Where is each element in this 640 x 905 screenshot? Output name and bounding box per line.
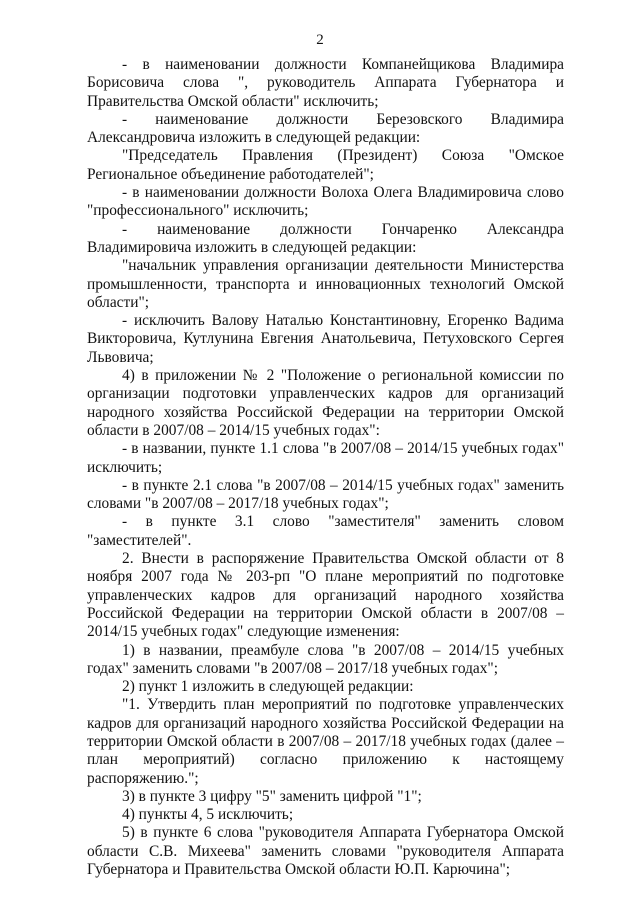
document-body bbox=[87, 56, 564, 879]
paragraph-amend-item-1: 2) пункт 1 изложить в следующей редакции: bbox=[122, 678, 414, 696]
paragraph-exclude-items-4-5: 4) пункты 4, 5 исключить; bbox=[122, 806, 294, 824]
paragraph-quote-chairman: "Председатель Правления (Президент) Союза "Омское Региональное объединение работодателей"; bbox=[87, 147, 564, 183]
paragraph-item-2-1: - в пункте 2.1 слова "в 2007/08 – 2014/15 учебных годах" заменить словами "в 2007/08 – 2017/18 учебных годах"; bbox=[87, 476, 564, 513]
paragraph-rename-goncharenko: - наименование должности Гончаренко Александра Владимировича изложить в следующей редакции: bbox=[87, 220, 564, 256]
paragraph-rename-kompaneyshchikov: - в наименовании должности Компанейщикова Владимира Борисовича слова ", руководитель Аппарата Губернатора и Правительства Омской области" исключить; bbox=[87, 56, 564, 110]
paragraph-appendix-2: 4) в приложении № 2 "Положение о региональной комиссии по организации подготовки управленческих кадров для организаций народного хозяйства Российской Федерации на территории Омской области в 2007/08 – 2014/15 учебных годах": bbox=[87, 367, 564, 439]
paragraph-item-3-1: - в пункте 3.1 слово "заместителя" заменить словом "заместителей". bbox=[87, 513, 564, 549]
paragraph-quote-department-head: "начальник управления организации деятельности Министерства промышленности, транспорта и инновационных технологий Омской области"; bbox=[87, 257, 564, 311]
paragraph-section-2-amend-order: 2. Внести в распоряжение Правительства Омской области от 8 ноября 2007 года № 203-рп "О плане мероприятий по подготовке управленческих кадров для организаций народного хозяйства Российской Федерации на территории Омской области в 2007/08 – 2014/15 учебных годах" следующие изменения: bbox=[87, 550, 564, 641]
paragraph-rename-berezovsky: - наименование должности Березовского Владимира Александровича изложить в следующей редакции: bbox=[87, 110, 564, 147]
paragraph-amend-item-6: 5) в пункте 6 слова "руководителя Аппарата Губернатора Омской области С.В. Михеева" заменить словами "руководителя Аппарата Губернатора и Правительства Омской области Ю.П. Карючина"; bbox=[87, 824, 564, 879]
paragraph-amend-item-3: 3) в пункте 3 цифру "5" заменить цифрой "1"; bbox=[122, 787, 422, 805]
paragraph-quote-item-1: "1. Утвердить план мероприятий по подготовке управленческих кадров для организаций народного хозяйства Российской Федерации на территории Омской области в 2007/08 – 2017/18 учебных годах (далее – план мероприятий) согласно приложению к настоящему распоряжению."; bbox=[87, 696, 564, 787]
page-number: 2 bbox=[316, 32, 324, 48]
paragraph-rename-volokh: - в наименовании должности Волоха Олега Владимировича слово "профессионального" исключить; bbox=[87, 184, 564, 220]
paragraph-amend-title-preamble: 1) в названии, преамбуле слова "в 2007/08 – 2014/15 учебных годах" заменить словами "в 2007/08 – 2017/18 учебных годах"; bbox=[87, 641, 564, 677]
paragraph-exclude-members: - исключить Валову Наталью Константиновну, Егоренко Вадима Викторовича, Кутлунина Евгения Анатольевича, Петуховского Сергея Львовича; bbox=[87, 312, 564, 366]
paragraph-title-item-1-1: - в названии, пункте 1.1 слова "в 2007/08 – 2014/15 учебных годах" исключить; bbox=[87, 440, 564, 476]
